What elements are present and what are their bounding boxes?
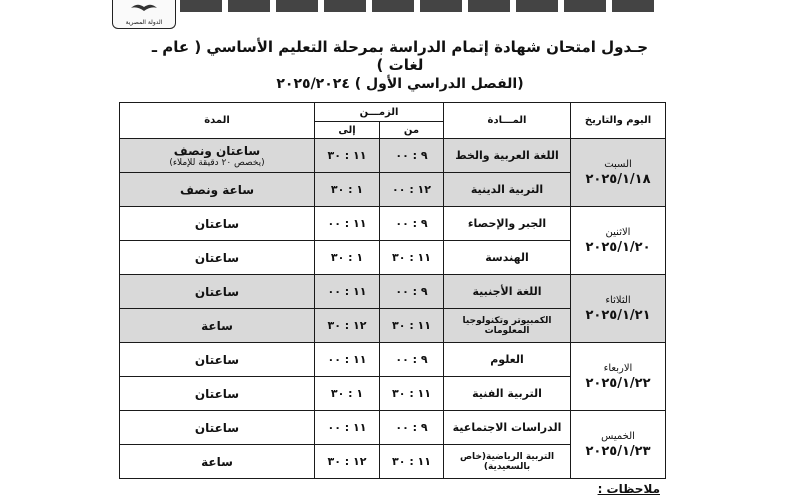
time-from-cell: ٩ : ٠٠	[380, 275, 444, 309]
day-cell	[571, 411, 666, 479]
header-from: من	[380, 122, 444, 139]
exam-schedule-table	[119, 102, 666, 479]
day-date: ٢٠٢٥/١/٢٢	[585, 375, 651, 391]
day-date: ٢٠٢٥/١/٢٣	[585, 443, 651, 459]
header-time: الزمـــن	[315, 103, 444, 122]
time-from-cell: ١١ : ٣٠	[380, 309, 444, 343]
time-to-cell: ١٢ : ٣٠	[315, 445, 380, 479]
logo-caption: الدولة المصرية	[125, 19, 163, 26]
subject-cell: التربية الفنية	[444, 377, 571, 411]
header-duration: المدة	[120, 103, 315, 139]
day-date: ٢٠٢٥/١/٢٠	[585, 239, 651, 255]
day-date: ٢٠٢٥/١/١٨	[585, 171, 651, 187]
subject-cell: التربية الدينية	[444, 173, 571, 207]
table-row	[120, 139, 666, 173]
duration-cell	[120, 445, 315, 479]
subject-cell: الجبر والإحصاء	[444, 207, 571, 241]
subject-cell: الكمبيوتر وتكنولوجيا المعلومات	[444, 309, 571, 343]
day-name: الثلاثاء	[605, 294, 631, 306]
day-cell	[571, 139, 666, 207]
duration-text: ساعة ونصف	[179, 182, 255, 197]
ministry-logo	[112, 0, 176, 29]
time-to-cell: ١١ : ٠٠	[315, 411, 380, 445]
duration-cell	[120, 309, 315, 343]
time-to-cell: ١ : ٣٠	[315, 377, 380, 411]
time-to-cell: ١١ : ٠٠	[315, 275, 380, 309]
duration-cell	[120, 411, 315, 445]
duration-text: ساعتان ونصف	[173, 143, 261, 158]
time-to-cell: ١١ : ٣٠	[315, 139, 380, 173]
duration-cell	[120, 241, 315, 275]
duration-text: ساعتان	[194, 250, 240, 265]
day-date: ٢٠٢٥/١/٢١	[585, 307, 651, 323]
duration-cell	[120, 207, 315, 241]
day-cell	[571, 207, 666, 275]
duration-text: ساعتان	[194, 284, 240, 299]
table-row	[120, 275, 666, 309]
time-from-cell: ٩ : ٠٠	[380, 139, 444, 173]
duration-text: ساعتان	[194, 352, 240, 367]
duration-text: ساعة	[201, 454, 233, 469]
duration-cell	[120, 173, 315, 207]
time-from-cell: ٩ : ٠٠	[380, 411, 444, 445]
header-to: إلى	[315, 122, 380, 139]
duration-cell	[120, 139, 315, 173]
time-to-cell: ١ : ٣٠	[315, 173, 380, 207]
table-row	[120, 207, 666, 241]
header-subject: المـــادة	[444, 103, 571, 139]
day-name: الاثنين	[605, 226, 631, 238]
eagle-emblem-icon	[129, 2, 159, 14]
duration-cell	[120, 343, 315, 377]
page-subtitle: (الفصل الدراسي الأول ) ٢٠٢٥/٢٠٢٤	[276, 76, 524, 92]
day-name: الاربعاء	[603, 362, 633, 374]
time-to-cell: ١٢ : ٣٠	[315, 309, 380, 343]
duration-text: ساعتان	[194, 216, 240, 231]
subject-cell: الهندسة	[444, 241, 571, 275]
duration-note: (يخصص ٢٠ دقيقة للإملاء)	[169, 157, 265, 168]
time-to-cell: ١ : ٣٠	[315, 241, 380, 275]
time-to-cell: ١١ : ٠٠	[315, 343, 380, 377]
table-row	[120, 411, 666, 445]
duration-cell	[120, 377, 315, 411]
page-title: جـدول امتحان شهادة إتمام الدراسة بمرحلة التعليم الأساسي ( عام ـ لغات )	[151, 38, 649, 74]
time-from-cell: ٩ : ٠٠	[380, 343, 444, 377]
time-from-cell: ١١ : ٣٠	[380, 445, 444, 479]
day-cell	[571, 343, 666, 411]
time-from-cell: ٩ : ٠٠	[380, 207, 444, 241]
subject-cell: اللغة الأجنبية	[444, 275, 571, 309]
day-name: الخميس	[601, 430, 635, 442]
day-cell	[571, 275, 666, 343]
time-to-cell: ١١ : ٠٠	[315, 207, 380, 241]
day-name: السبت	[604, 158, 632, 170]
table-row	[120, 343, 666, 377]
duration-cell	[120, 275, 315, 309]
subject-cell: الدراسات الاجتماعية	[444, 411, 571, 445]
subject-cell: العلوم	[444, 343, 571, 377]
time-from-cell: ١٢ : ٠٠	[380, 173, 444, 207]
subject-cell: التربية الرياضية(خاص بالسعيدية)	[444, 445, 571, 479]
notes-label: ملاحظات :	[597, 482, 660, 496]
time-from-cell: ١١ : ٣٠	[380, 241, 444, 275]
header-day-date: اليوم والتاريخ	[571, 103, 666, 139]
duration-text: ساعتان	[194, 420, 240, 435]
duration-text: ساعتان	[194, 386, 240, 401]
subject-cell: اللغة العربية والخط	[444, 139, 571, 173]
time-from-cell: ١١ : ٣٠	[380, 377, 444, 411]
duration-text: ساعة	[201, 318, 233, 333]
